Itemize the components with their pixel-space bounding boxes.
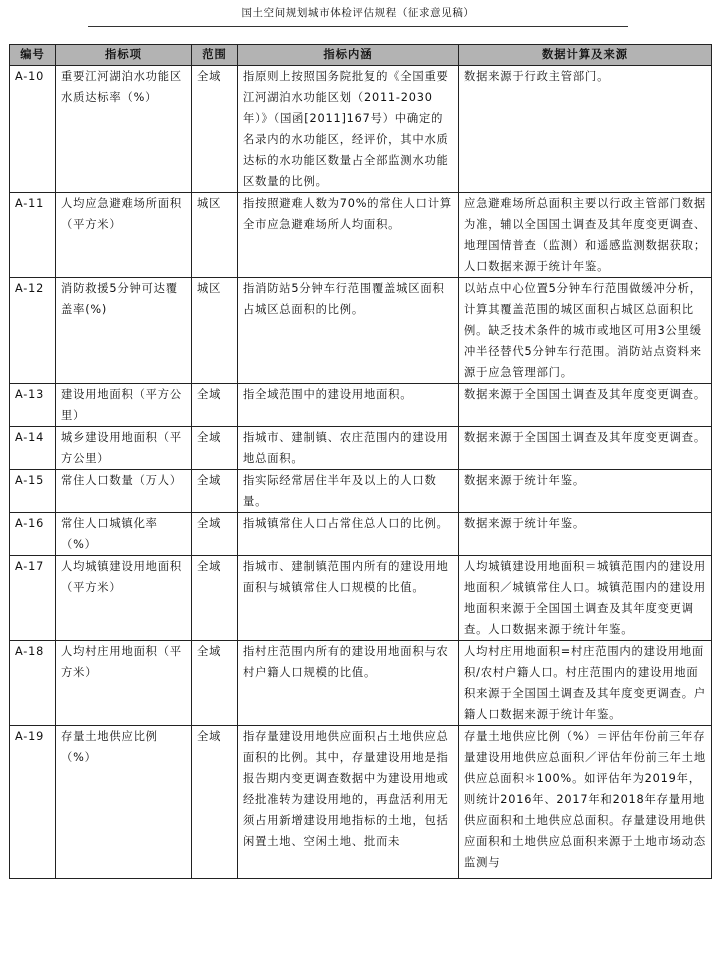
cell-code: A-18 — [10, 641, 56, 726]
cell-indicator: 常住人口城镇化率（%） — [56, 513, 192, 556]
table-row — [10, 556, 712, 641]
table-row — [10, 384, 712, 427]
cell-indicator: 重要江河湖泊水功能区水质达标率（%） — [56, 66, 192, 193]
column-header-definition: 指标内涵 — [238, 45, 459, 66]
column-header-source: 数据计算及来源 — [459, 45, 712, 66]
cell-scope: 全域 — [192, 556, 238, 641]
cell-code: A-17 — [10, 556, 56, 641]
table-row — [10, 513, 712, 556]
cell-source: 应急避难场所总面积主要以行政主管部门数据为准，辅以全国国土调查及其年度变更调查、地理国情普查（监测）和遥感监测数据获取；人口数据来源于统计年鉴。 — [459, 193, 712, 278]
column-header-code: 编号 — [10, 45, 56, 66]
table-row — [10, 427, 712, 470]
cell-definition: 指城镇常住人口占常住总人口的比例。 — [238, 513, 459, 556]
table-row — [10, 193, 712, 278]
cell-indicator: 人均城镇建设用地面积（平方米） — [56, 556, 192, 641]
cell-indicator: 人均应急避难场所面积（平方米） — [56, 193, 192, 278]
source-text: 存量土地供应比例（%）＝评估年份前三年存量建设用地供应总面积／评估年份前三年土地供应总面积＊100%。如评估年为2019年，则统计2016年、2017年和2018年存量用地供应面积和土地供应总面积。存量建设用地供应面积和土地供应总面积来源于土地市场动态监测与 — [464, 730, 706, 869]
cell-indicator: 常住人口数量（万人） — [56, 470, 192, 513]
table-header-row — [10, 45, 712, 66]
cell-scope: 全域 — [192, 384, 238, 427]
cell-source: 人均村庄用地面积=村庄范围内的建设用地面积/农村户籍人口。村庄范围内的建设用地面积来源于全国国土调查及其年度变更调查。户籍人口数据来源于统计年鉴。 — [459, 641, 712, 726]
cell-source: 数据来源于行政主管部门。 — [459, 66, 712, 193]
cell-indicator: 消防救援5分钟可达覆盖率(%) — [56, 278, 192, 384]
cell-scope: 全域 — [192, 427, 238, 470]
indicator-table — [9, 44, 712, 879]
cell-scope: 全域 — [192, 641, 238, 726]
column-header-scope: 范围 — [192, 45, 238, 66]
cell-code: A-15 — [10, 470, 56, 513]
cell-definition: 指城市、建制镇范围内所有的建设用地面积与城镇常住人口规模的比值。 — [238, 556, 459, 641]
cell-definition: 指村庄范围内所有的建设用地面积与农村户籍人口规模的比值。 — [238, 641, 459, 726]
cell-source: 以站点中心位置5分钟车行范围做缓冲分析，计算其覆盖范围的城区面积占城区总面积比例。缺乏技术条件的城市或地区可用3公里缓冲半径替代5分钟车行范围。消防站点资料来源于应急管理部门。 — [459, 278, 712, 384]
cell-code: A-14 — [10, 427, 56, 470]
cell-code: A-11 — [10, 193, 56, 278]
cell-scope: 全域 — [192, 726, 238, 879]
cell-indicator: 城乡建设用地面积（平方公里） — [56, 427, 192, 470]
page-header — [88, 4, 628, 27]
cell-source: 数据来源于全国国土调查及其年度变更调查。 — [459, 427, 712, 470]
cell-scope: 全域 — [192, 513, 238, 556]
cell-definition: 指按照避难人数为70%的常住人口计算全市应急避难场所人均面积。 — [238, 193, 459, 278]
cell-source: 人均城镇建设用地面积＝城镇范围内的建设用地面积／城镇常住人口。城镇范围内的建设用地面积来源于全国国土调查及其年度变更调查。人口数据来源于统计年鉴。 — [459, 556, 712, 641]
cell-source — [459, 726, 712, 879]
cell-definition: 指消防站5分钟车行范围覆盖城区面积占城区总面积的比例。 — [238, 278, 459, 384]
cell-definition — [238, 726, 459, 879]
cell-scope: 城区 — [192, 193, 238, 278]
column-header-indicator: 指标项 — [56, 45, 192, 66]
cell-scope: 全域 — [192, 470, 238, 513]
cell-scope: 城区 — [192, 278, 238, 384]
table-row — [10, 726, 712, 879]
cell-code: A-12 — [10, 278, 56, 384]
cell-code: A-19 — [10, 726, 56, 879]
table-row — [10, 641, 712, 726]
definition-text: 指存量建设用地供应面积占土地供应总面积的比例。其中，存量建设用地是指报告期内变更调查数据中为建设用地或经批准转为建设用地的，再盘活利用无须占用新增建设用地指标的土地，包括闲置土地、空闲土地、批而未 — [243, 730, 449, 848]
cell-code: A-13 — [10, 384, 56, 427]
cell-source: 数据来源于统计年鉴。 — [459, 513, 712, 556]
cell-code: A-16 — [10, 513, 56, 556]
cell-definition: 指城市、建制镇、农庄范围内的建设用地总面积。 — [238, 427, 459, 470]
cell-source: 数据来源于全国国土调查及其年度变更调查。 — [459, 384, 712, 427]
cell-definition: 指原则上按照国务院批复的《全国重要江河湖泊水功能区划（2011-2030年）》（国函[2011]167号）中确定的名录内的水功能区，经评价，其中水质达标的水功能区数量占全部监测水功能区数量的比例。 — [238, 66, 459, 193]
cell-indicator: 存量土地供应比例（%） — [56, 726, 192, 879]
document-title: 国土空间规划城市体检评估规程（征求意见稿） — [241, 7, 475, 19]
cell-indicator: 建设用地面积（平方公里） — [56, 384, 192, 427]
cell-definition: 指实际经常居住半年及以上的人口数量。 — [238, 470, 459, 513]
table-row — [10, 66, 712, 193]
cell-source: 数据来源于统计年鉴。 — [459, 470, 712, 513]
cell-scope: 全域 — [192, 66, 238, 193]
table-row — [10, 278, 712, 384]
cell-definition: 指全域范围中的建设用地面积。 — [238, 384, 459, 427]
cell-indicator: 人均村庄用地面积（平方米） — [56, 641, 192, 726]
table-row — [10, 470, 712, 513]
cell-code: A-10 — [10, 66, 56, 193]
